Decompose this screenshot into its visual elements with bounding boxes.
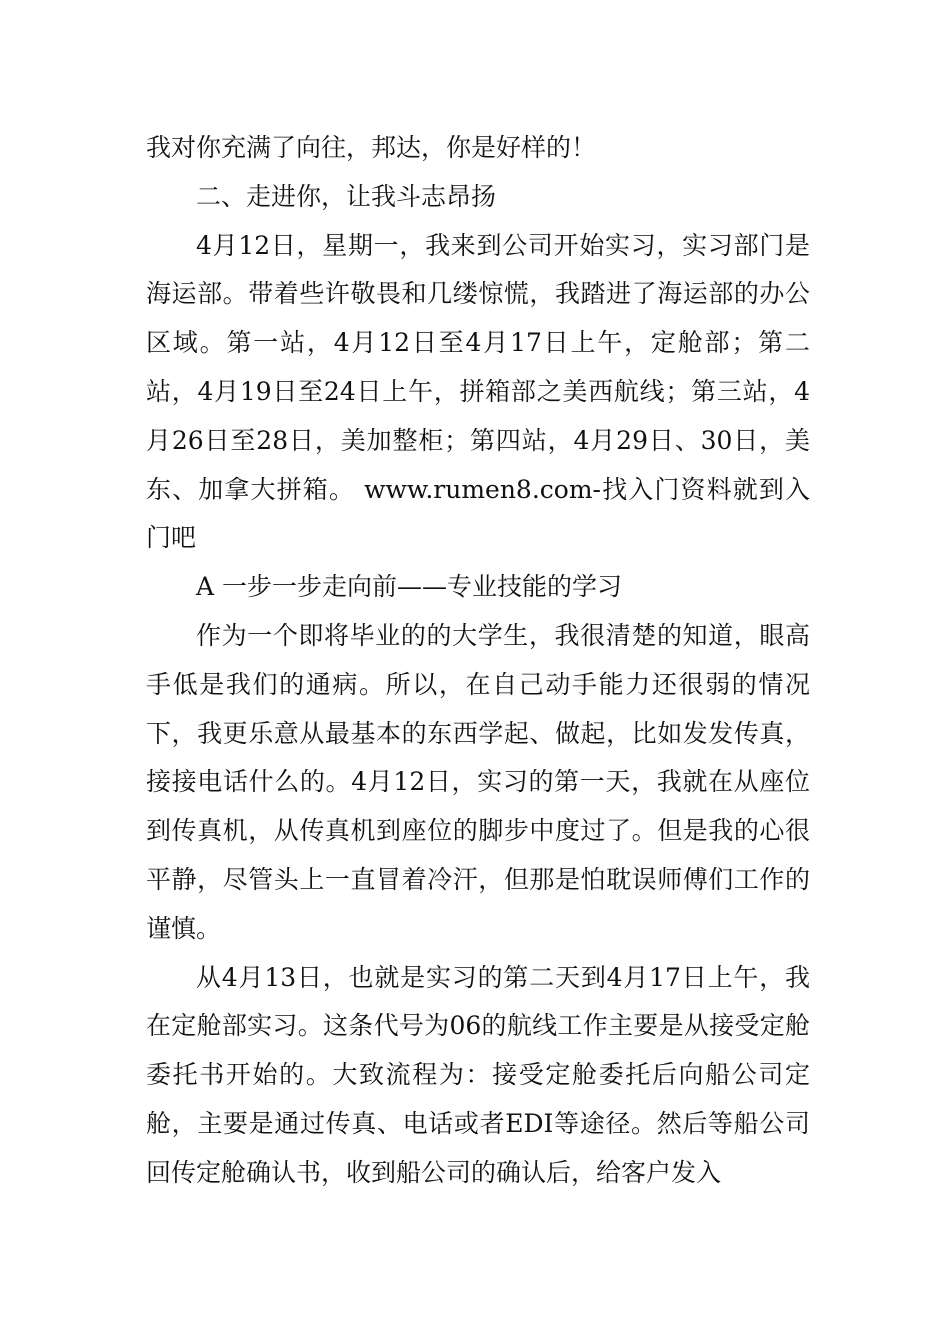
paragraph-internship-schedule: 4月12日，星期一，我来到公司开始实习，实习部门是海运部。带着些许敬畏和几缕惊慌，我踏进了海运部的办公区域。第一站，4月12日至4月17日上午，定舱部；第二站，4月19日至24日上午，拼箱部之美西航线；第三站，4月26日至28日，美加整柜；第四站，4月29日、30日，美东、加拿大拼箱。 www.rumen8.com-找入门资料就到入门吧 bbox=[146, 230, 810, 553]
paragraph-closing-line: 我对你充满了向往，邦达，你是好样的！ bbox=[146, 133, 597, 162]
paragraph-booking-department: 从4月13日，也就是实习的第二天到4月17日上午，我在定舱部实习。这条代号为06的航线工作主要是从接受定舱委托书开始的。大致流程为：接受定舱委托后向船公司定舱，主要是通过传真、电话或者EDI等途径。然后等船公司回传定舱确认书，收到船公司的确认后，给客户发入 bbox=[146, 962, 810, 1187]
subsection-heading: A 一步一步走向前——专业技能的学习 bbox=[196, 572, 623, 602]
section-heading: 二、走进你，让我斗志昂扬 bbox=[196, 181, 497, 211]
document-body bbox=[146, 124, 810, 1198]
paragraph-first-day: 作为一个即将毕业的的大学生，我很清楚的知道，眼高手低是我们的通病。所以，在自己动手能力还很弱的情况下，我更乐意从最基本的东西学起、做起，比如发发传真，接接电话什么的。4月12日，实习的第一天，我就在从座位到传真机，从传真机到座位的脚步中度过了。但是我的心很平静，尽管头上一直冒着冷汗，但那是怕耽误师傅们工作的谨慎。 bbox=[146, 620, 810, 943]
